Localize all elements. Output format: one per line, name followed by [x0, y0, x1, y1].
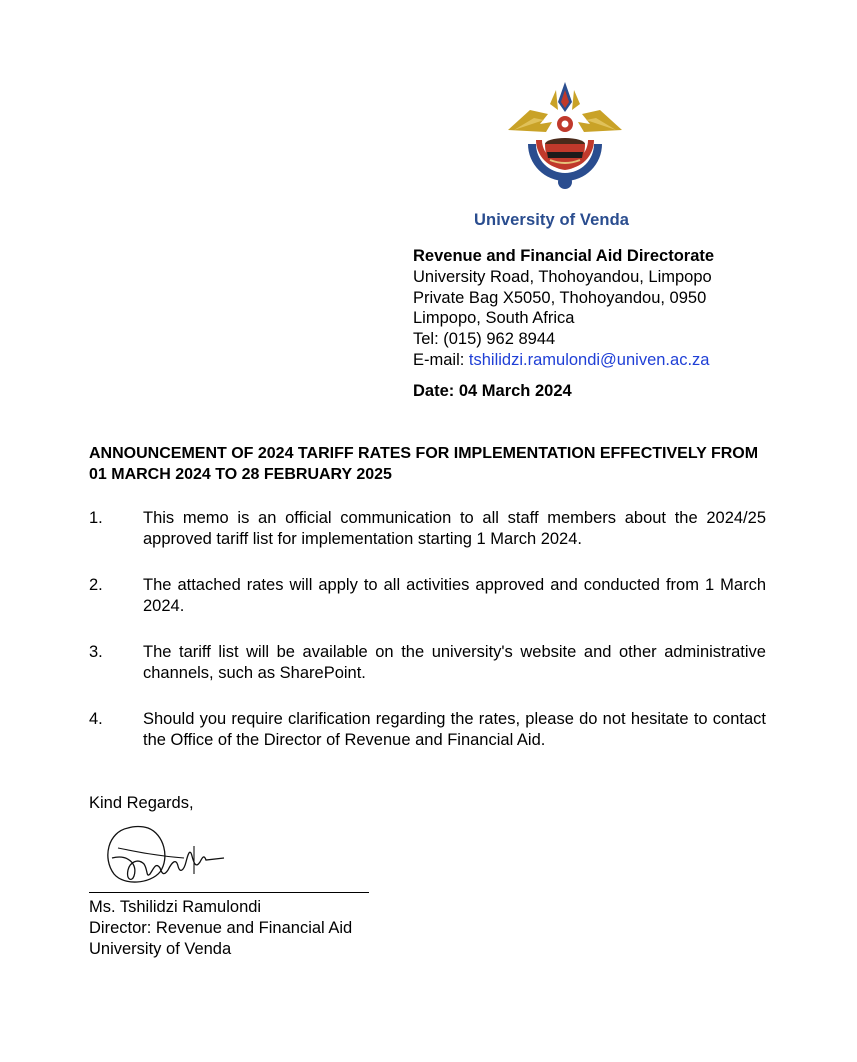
email-label: E-mail: [413, 350, 469, 369]
signature-image [98, 818, 228, 890]
item-text: Should you require clarification regarding the rates, please do not hesitate to contact the Office of the Director of Revenue and Financial Aid. [143, 710, 766, 749]
signature-line [89, 892, 369, 893]
university-name: University of Venda [474, 211, 630, 229]
item-number: 1. [89, 509, 103, 527]
signatory-title: Director: Revenue and Financial Aid [89, 919, 353, 937]
address-line-2: Private Bag X5050, Thohoyandou, 0950 [413, 288, 707, 307]
signatory-institution: University of Venda [89, 940, 232, 958]
list-item [89, 575, 766, 617]
telephone: Tel: (015) 962 8944 [413, 330, 556, 349]
address-block [413, 246, 714, 371]
address-line-1: University Road, Thohoyandou, Limpopo [413, 267, 712, 286]
item-text: The tariff list will be available on the university's website and other administrative channels, such as SharePoint. [143, 643, 766, 682]
item-text: This memo is an official communication to all staff members about the 2024/25 approved tariff list for implementation starting 1 March 2024. [143, 509, 766, 548]
list-item [89, 642, 766, 684]
email-link[interactable]: tshilidzi.ramulondi@univen.ac.za [468, 350, 710, 369]
signoff-block [89, 897, 352, 960]
memo-subject: ANNOUNCEMENT OF 2024 TARIFF RATES FOR IMPLEMENTATION EFFECTIVELY FROM 01 MARCH 2024 TO 28 FEBRUARY 2025 [89, 445, 759, 483]
item-text: The attached rates will apply to all activities approved and conducted from 1 March 2024. [143, 576, 766, 615]
email-row [413, 350, 714, 371]
signatory-name: Ms. Tshilidzi Ramulondi [89, 898, 262, 916]
memo-items [89, 508, 766, 751]
list-item [89, 709, 766, 751]
university-logo-icon [500, 78, 630, 208]
item-number: 3. [89, 643, 103, 661]
closing-regards: Kind Regards, [89, 794, 194, 812]
item-number: 2. [89, 576, 103, 594]
directorate-name: Revenue and Financial Aid Directorate [413, 247, 715, 265]
address-line-3: Limpopo, South Africa [413, 309, 575, 328]
memo-date: Date: 04 March 2024 [413, 382, 572, 400]
list-item [89, 508, 766, 550]
item-number: 4. [89, 710, 103, 728]
